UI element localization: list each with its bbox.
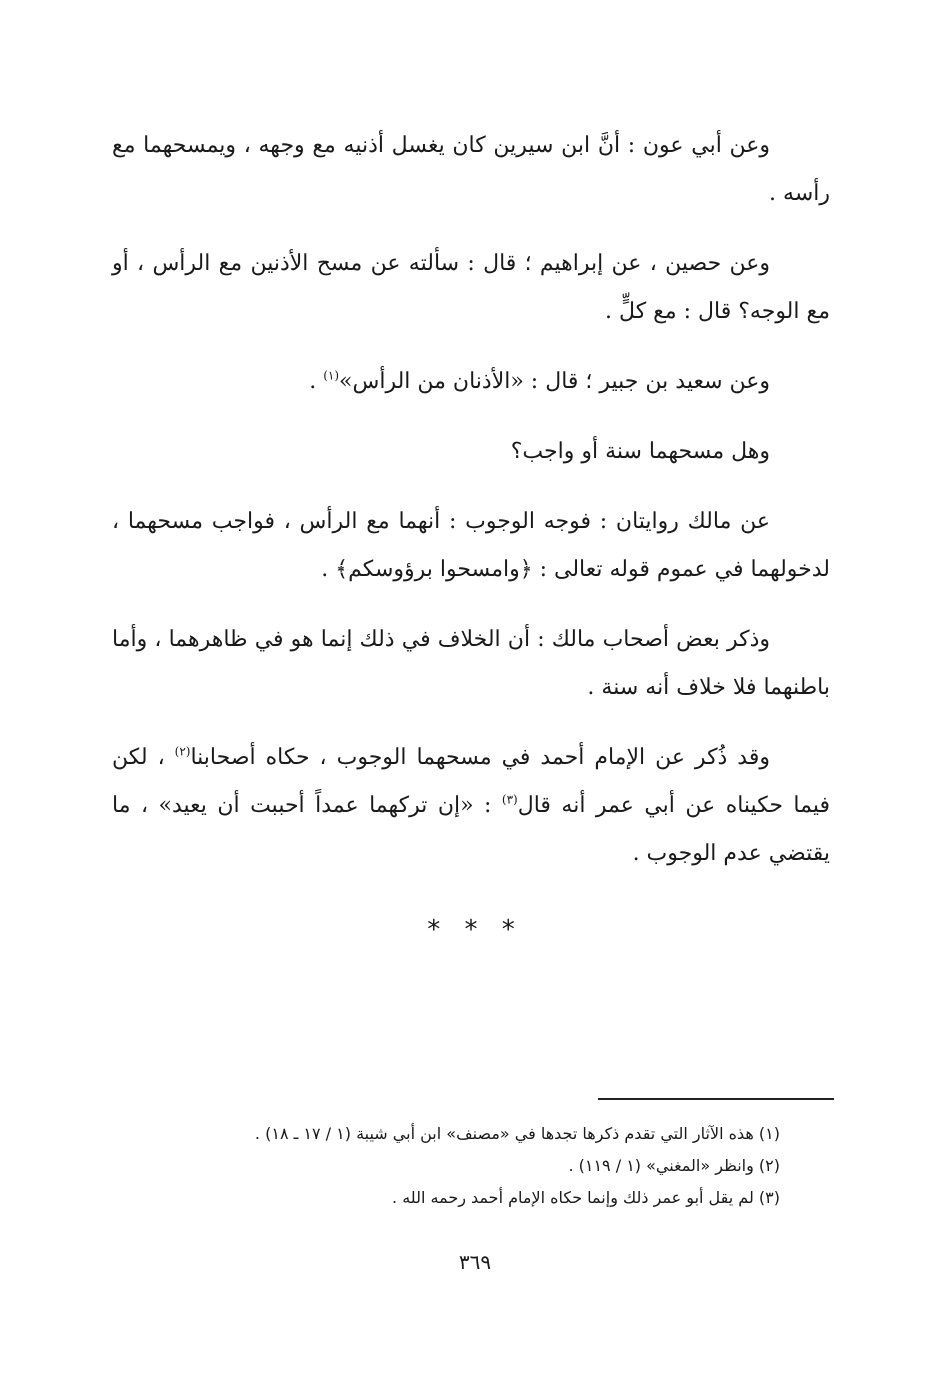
paragraph-text-end: : «إن تركهما عمداً أحببت أن يعيد» ، ما يقتضي عدم الوجوب . <box>112 793 830 866</box>
footnote-reference-2: (٢) <box>174 744 191 759</box>
paragraph-text: وهل مسحهما سنة أو واجب؟ <box>510 439 770 464</box>
paragraph-malik-narrations <box>112 498 830 594</box>
paragraph-text: وعن حصين ، عن إبراهيم ؛ قال : سألته عن مسح الأذنين مع الرأس ، أو مع الوجه؟ قال : مع كلٍّ . <box>112 251 830 324</box>
main-text <box>112 122 830 900</box>
paragraph-text: وقد ذُكر عن الإمام أحمد في مسحهما الوجوب ، حكاه أصحابنا <box>190 745 770 770</box>
footnote-3: (٣) لم يقل أبو عمر ذلك وإنما حكاه الإمام أحمد رحمه الله . <box>392 1188 780 1207</box>
footnote-2: (٢) وانظر «المغني» (١ / ١١٩) . <box>568 1156 780 1175</box>
footnotes <box>112 1118 780 1214</box>
section-separator: * * * <box>427 915 523 945</box>
footnote-1: (١) هذه الآثار التي تقدم ذكرها تجدها في «مصنف» ابن أبي شيبة (١ / ١٧ ـ ١٨) . <box>254 1124 780 1143</box>
footnote-reference-1: (١) <box>323 368 340 383</box>
page-number: ٣٦٩ <box>458 1250 492 1274</box>
paragraph-text-end: . <box>309 369 324 394</box>
paragraph-text: عن مالك روايتان : فوجه الوجوب : أنهما مع الرأس ، فواجب مسحهما ، لدخولهما في عموم قوله تعالى : ﴿وامسحوا برؤوسكم﴾ . <box>112 509 830 582</box>
paragraph-husayn <box>112 240 830 336</box>
footnote-divider <box>598 1098 834 1100</box>
paragraph-question <box>112 428 830 476</box>
paragraph-text-middle: ، لكن فيما حكيناه عن أبي عمر أنه قال <box>112 745 830 818</box>
paragraph-imam-ahmad <box>112 734 830 878</box>
paragraph-text: وعن سعيد بن جبير ؛ قال : «الأذنان من الرأس» <box>339 369 770 394</box>
paragraph-said-ibn-jubayr <box>112 358 830 406</box>
paragraph-text: وذكر بعض أصحاب مالك : أن الخلاف في ذلك إنما هو في ظاهرهما ، وأما باطنهما فلا خلاف أنه سنة . <box>112 627 830 700</box>
paragraph-text: وعن أبي عون : أنَّ ابن سيرين كان يغسل أذنيه مع وجهه ، ويمسحهما مع رأسه . <box>112 133 830 206</box>
footnote-reference-3: (٣) <box>501 792 518 807</box>
paragraph-abi-awn <box>112 122 830 218</box>
paragraph-malik-companions <box>112 616 830 712</box>
